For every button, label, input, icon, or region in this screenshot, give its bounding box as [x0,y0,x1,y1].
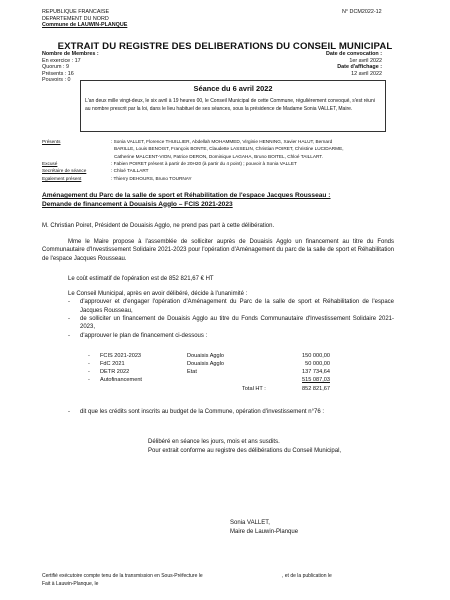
affichage-label: Date d'affichage : [337,64,382,70]
financing-source: FCIS 2021-2023 [100,353,142,359]
secretaire-label: Secrétaire de séance [42,168,87,174]
decision-item-2: de solliciter un financement de Douaisis Agglo au titre du Fonds Communautaire d'Investissement Solidaire 2021-2023, [80,316,394,331]
members-row-exercice: En exercice : 17 [42,57,81,64]
cost-estimate: Le coût estimatif de l'opération est de 852 821,67 € HT [68,276,214,282]
subject-line-1: Aménagement du Parc de la salle de sport et Réhabilitation de l'espace Jacques Rousseau : [42,192,331,199]
decision-intro: Le Conseil Municipal, après en avoir délibéré, décide à l'unanimité : [68,291,248,297]
excuses-value: : Fabien POIRET présent à partir de 20H20 (à partir du 4 point) ; pouvoir à Sonia VALLET [111,161,297,166]
credits-note: dit que les crédits sont inscrits au budget de la Commune, opération d'investissement n°76 : [80,409,325,415]
seance-title: Séance du 6 avril 2022 [193,84,273,93]
financing-amount: 137 734,64 [302,369,330,375]
egalement-value: : Thierry DEHOURS, Bruno TOURNAY [111,175,192,181]
president-note: M. Christian Poiret, Président de Douaisis Agglo, ne prend pas part à cette délibération. [42,223,275,229]
financing-source: Autofinancement [100,377,142,383]
closing-line-1: Délibéré en séance les jours, mois et ans susdits. [148,439,280,445]
seance-text: L'an deux mille vingt-deux, le six avril à 19 heures 00, le Conseil Municipal de cette Commune, régulièrement convoqué, s'est réuni au nombre prescrit par la loi, dans le lieu habituel de ses séances, sous la présidence de Madame Sonia VALLET, Maire. [85,98,375,112]
secretaire-value: : Chloé TAILLART [111,168,149,174]
convocation-value: 1er avril 2022 [349,57,382,64]
financing-total-label: Total HT : [242,386,266,392]
department-name: DEPARTEMENT DU NORD [42,15,109,22]
egalement-label: Egalement présent [42,175,82,181]
signature-name: Sonia VALLET, [230,520,270,526]
presents-line-1: : Sonia VALLET, Florence THUILLIER, Abdellah MOHAMMED, Virginie HENNING, Xavier HALUT, Bernard [111,139,333,144]
seance-box [80,80,386,132]
decision-item-1: d'approuver et d'engager l'opération d'Aménagement du Parc de la salle de sport et Réhabilitation de l'espace Jacques Rousseau, [80,299,394,314]
financing-funder: Douaisis Agglo [187,353,225,359]
subject-line-2: Demande de financement à Douaisis Agglo – FCIS 2021-2023 [42,200,233,208]
footer-line-1-end: , et de la publication le [282,573,332,579]
credits-dash: - [68,409,70,415]
members-row-quorum: Quorum : 9 [42,64,69,70]
financing-source: DETR 2022 [100,369,130,375]
page-title: EXTRAIT DU REGISTRE DES DELIBERATIONS DU CONSEIL MUNICIPAL [57,41,393,52]
convocation-label: Date de convocation : [325,51,382,57]
document-page: REPUBLIQUE FRANCAISE DEPARTEMENT DU NORD Commune de LAUWIN-PLANQUE N° DCM2022-12 Nombre de Membres : En exercice : 17 Quorum : 9 Présents : 16 Pouvoirs : 0 EXTRAIT DU REGISTRE DES DELIBERATIONS DU CONSEIL MUNICIPAL Date de convocation : 1er avril 2022 Date d'affichage : 12 avril 2022 Séance du 6 avril 2022 L'an deux mille vingt-deux, le six avril à 19 heures 00, le Conseil Municipal de cette Commune, régulièrement convoqué, s'est réuni au nombre prescrit par la loi, dans le lieu habituel de ses séances, sous la présidence de Madame Sonia VALLET, Maire. Présents : Sonia VALLET, Florence THUILLIER, Abdellah MOHAMMED, Virginie HENNING, Xavier HALUT, Bernard BARILLE, Louis BENOIST, François BONTE, Claudette LASSELIN, Christian POIRET, Christine LUCIDARME, Catherine MALCENT-VION, Patrice DERON, Dominique LAGAHA, Bruno BOITEL, Chloé TAILLART. Excusé : Fabien POIRET présent à partir de 20H20 (à partir du 4 point) ; pouvoir à Sonia VALLET Secrétaire de séance : Chloé TAILLART Egalement présent : Thierry DEHOURS, Bruno TOURNAY Aménagement du Parc de la salle de sport et Réhabilitation de l'espace Jacques Rousseau : Demande de financement à Douaisis Agglo – FCIS 2021-2023 M. Christian Poiret, Président de Douaisis Agglo, ne prend pas part à cette délibération. Mme le Maire propose à l'assemblée de solliciter auprès de Douaisis Agglo un financement au titre du Fonds Communautaire d'Investissement Solidaire 2021-2023 pour l'opération d'Aménagement du parc de la salle de sport et Réhabilitation de l'espace Jacques Rousseau. Le coût estimatif de l'opération est de 852 821,67 € HT Le Conseil Municipal, après en avoir délibéré, décide à l'unanimité : - d'approuver et d'engager l'opération d'Aménagement du Parc de la salle de sport et Réhabilitation de l'espace Jacques Rousseau, - de solliciter un financement de Douaisis Agglo au titre du Fonds Communautaire d'Investissement Solidaire 2021-2023, - d'approuver le plan de financement ci-dessous : - FCIS 2021-2023 Douaisis Agglo 150 000,00 - FdC 2021 Douaisis Agglo 50 000,00 - DETR 2022 Etat 137 734,64 - Autofinancement 515 087,03 Total HT : 852 821,67 - dit que les crédits sont inscrits au budget de la Commune, opération d'investissement n°76 : Délibéré en séance les jours, mois et ans susdits. Pour extrait conforme au registre des délibérations du Conseil Municipal, Sonia VALLET, Maire de Lauwin-Planque Certifié exécutoire compte tenu de la transmission en Sous-Préfecture le , et de la publication le Fait à Lauwin-Planque, le [0,0,450,600]
decision-item-dash-2: - [68,316,70,322]
signature-role: Maire de Lauwin-Planque [230,529,299,535]
commune-name: Commune de LAUWIN-PLANQUE [42,22,128,28]
closing-line-2: Pour extrait conforme au registre des délibérations du Conseil Municipal, [148,448,342,454]
presents-line-3: Catherine MALCENT-VION, Patrice DERON, Dominique LAGAHA, Bruno BOITEL, Chloé TAILLART. [114,153,323,159]
affichage-value: 12 avril 2022 [351,70,382,77]
members-row-presents: Présents : 16 [42,70,74,77]
decision-item-3: d'approuver le plan de financement ci-dessous : [80,332,208,339]
members-row-pouvoirs: Pouvoirs : 0 [42,77,71,83]
financing-funder: Douaisis Agglo [187,361,225,367]
presents-label: Présents [42,139,61,144]
members-title: Nombre de Membres : [42,51,99,57]
decision-item-dash-1: - [68,299,70,306]
footer-line-1: Certifié exécutoire compte tenu de la transmission en Sous-Préfecture le [42,573,203,579]
country-name: REPUBLIQUE FRANCAISE [42,9,110,15]
financing-amount: 50 000,00 [305,361,330,367]
financing-funder: Etat [187,369,197,375]
financing-total-value: 852 821,67 [302,386,330,392]
excuses-label: Excusé [42,161,58,166]
proposal-paragraph: Mme le Maire propose à l'assemblée de solliciter auprès de Douaisis Agglo un financement au titre du Fonds Communautaire d'Investissement Solidaire 2021-2023 pour l'opération d'Aménagement du parc de la salle de sport et Réhabilitation de l'espace Jacques Rousseau. [42,239,394,262]
financing-amount: 150 000,00 [302,353,330,359]
decision-item-dash-3: - [68,332,70,339]
doc-number: N° DCM2022-12 [342,9,382,15]
financing-source: FdC 2021 [100,361,125,367]
footer-line-2: Fait à Lauwin-Planque, le [42,580,99,587]
presents-line-2: BARILLE, Louis BENOIST, François BONTE, Claudette LASSELIN, Christian POIRET, Christine LUCIDARME, [114,146,344,152]
financing-amount: 515 087,03 [302,377,330,383]
